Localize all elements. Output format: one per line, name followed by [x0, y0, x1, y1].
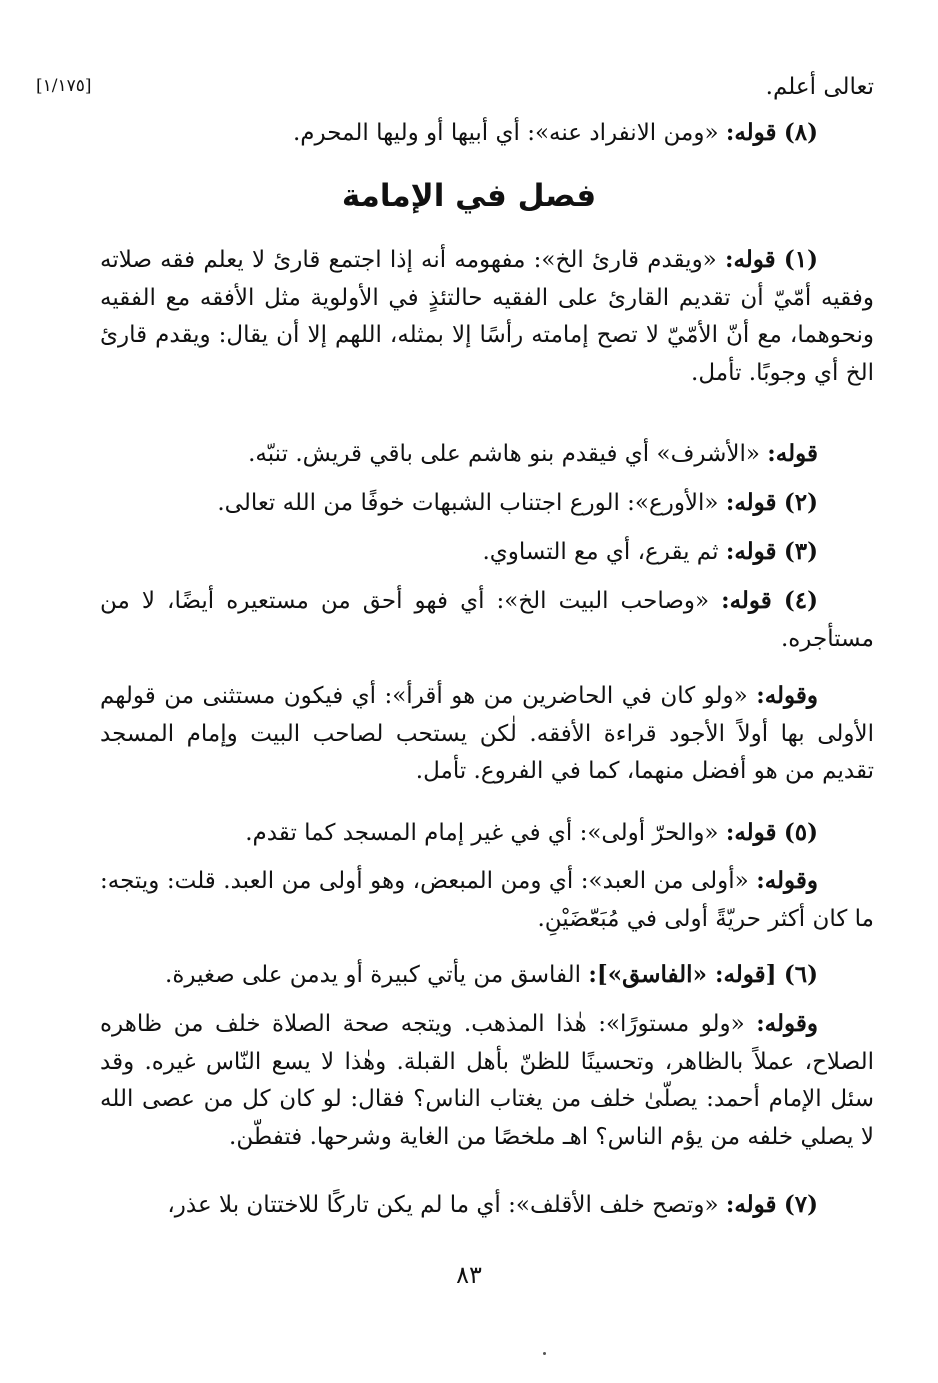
note-item-7 [167, 1188, 818, 1222]
note-item-6 [165, 958, 818, 992]
note-keyword: قوله: [725, 1191, 777, 1218]
note-text: «وصاحب البيت الخ»: أي فهو أحق من مستعيره أيضًا، لا من مستأجره. [100, 588, 874, 652]
note-text: «ويقدم قارئ الخ»: مفهومه أنه إذا اجتمع قارئ لا يعلم فقه صلاته وفقيه أمّيّ أن تقديم القارئ على الفقيه حالتئذٍ في الأولوية مثل الأفقه مع الفقيه ونحوهما، مع أنّ الأمّيّ لا تصح إمامته رأسًا إلا بمثله، اللهم إلا أن يقال: ويقدم قارئ الخ أي وجوبًا. تأمل. [100, 247, 874, 386]
note-number: (٢) [783, 489, 818, 516]
scan-dot [543, 1352, 546, 1355]
section-heading: فصل في الإمامة [341, 178, 597, 214]
paragraph-4 [100, 582, 874, 658]
note-text: «الأورع»: الورع اجتناب الشبهات خوفًا من الله تعالى. [217, 490, 719, 516]
note-ashraf [248, 437, 818, 471]
paragraph-1 [100, 241, 874, 392]
note-number: (٧) [783, 1191, 818, 1218]
note-text: «وتصح خلف الأقلف»: أي ما لم يكن تاركًا للاختتان بلا عذر، [167, 1192, 719, 1218]
note-text: «ولو مستورًا»: هٰذا المذهب. ويتجه صحة الصلاة خلف من ظاهره الصلاح، عملاً بالظاهر، وتحسينًا للظنّ بأهل القبلة. وهٰذا لا يسع النّاس غيره. وقد سئل الإمام أحمد: يصلّىٰ خلف من يغتاب الناس؟ فقال: لو كان كل من عصى الله لا يصلي خلفه من يؤم الناس؟ اهـ ملخصًا من الغاية وشرحها. فتفطّن. [100, 1011, 874, 1150]
note-number: (٣) [783, 538, 818, 565]
note-item-2 [217, 486, 818, 520]
note-keyword: قوله: [767, 440, 818, 467]
note-keyword: قوله: [725, 489, 777, 516]
note-number: (١) [783, 246, 819, 273]
note-number: (٨) [783, 119, 818, 146]
note-keyword: وقوله: [756, 867, 819, 894]
note-number: (٥) [783, 819, 818, 846]
note-text: «والحرّ أولى»: أي في غير إمام المسجد كما تقدم. [245, 820, 719, 846]
page-number: ٨٣ [456, 1261, 482, 1289]
page-reference-marker: [١/١٧٥] [36, 76, 92, 96]
note-item-5 [245, 816, 818, 850]
note-text: ثم يقرع، أي مع التساوي. [482, 539, 719, 565]
note-text: «ولو كان في الحاضرين من هو أقرأ»: أي فيكون مستثنى من قولهم الأولى بها أولاً الأجود قراءة الأفقه. لٰكن يستحب لصاحب البيت وإمام المسجد تقديم من هو أفضل منهما، كما في الفروع. تأمل. [100, 683, 874, 785]
note-keyword: قوله: [725, 819, 777, 846]
note-text: «ومن الانفراد عنه»: أي أبيها أو وليها المحرم. [292, 120, 719, 146]
note-keyword: وقوله: [756, 1010, 818, 1037]
opening-line: تعالى أعلم. [765, 74, 874, 100]
note-text: «أولى من العبد»: أي ومن المبعض، وهو أولى من العبد. قلت: ويتجه: ما كان أكثر حريّةً أولى في مُبَعّضَيْنِ. [100, 868, 874, 932]
paragraph-mastur [100, 1005, 874, 1156]
note-text: الفاسق من يأتي كبيرة أو يدمن على صغيرة. [165, 962, 582, 988]
note-keyword: [قوله: «الفاسق»]: [588, 961, 777, 988]
note-number: (٤) [783, 587, 818, 614]
note-item-3 [482, 535, 818, 569]
note-keyword: قوله: [725, 119, 777, 146]
note-item-8 [293, 116, 818, 150]
paragraph-walaw [100, 677, 874, 791]
note-number: (٦) [783, 961, 818, 988]
note-text: «الأشرف» أي فيقدم بنو هاشم على باقي قريش. تنبّه. [248, 441, 760, 467]
paragraph-awla [100, 862, 874, 938]
note-keyword: قوله: [721, 587, 772, 614]
note-keyword: قوله: [725, 538, 777, 565]
note-keyword: قوله: [724, 246, 776, 273]
note-keyword: وقوله: [756, 682, 819, 709]
